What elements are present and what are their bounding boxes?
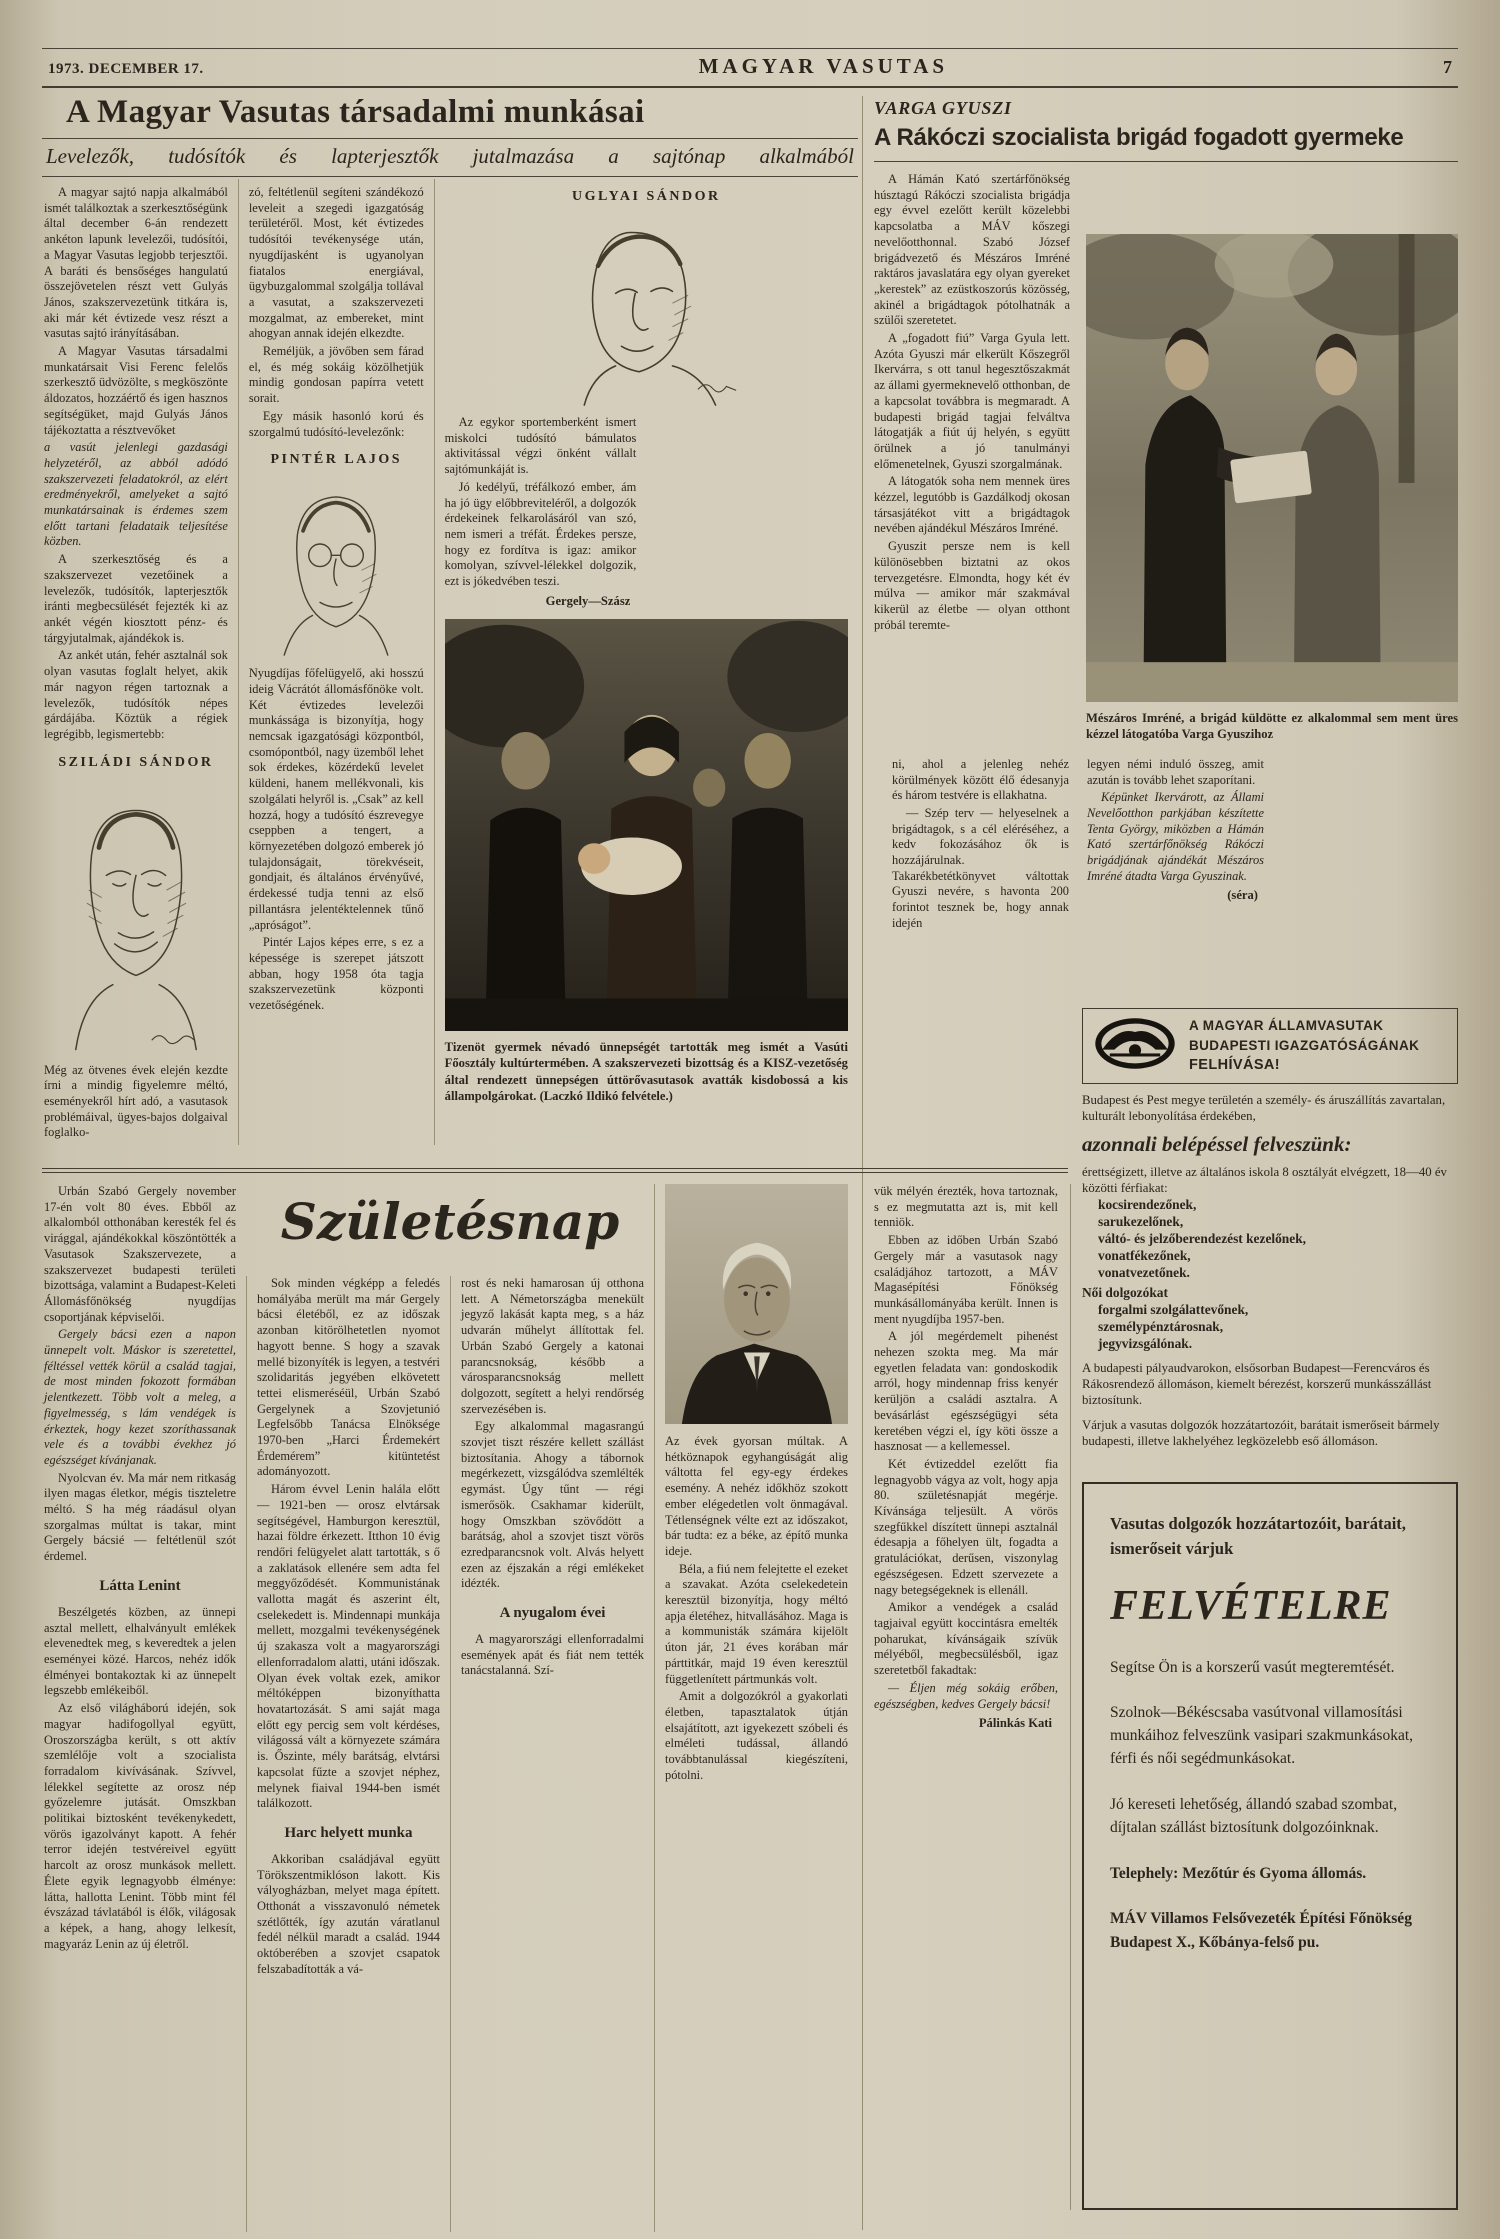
felvetelre-paragraph: Segítse Ön is a korszerű vasút megteremtését. <box>1110 1658 1395 1676</box>
paragraph: Ebben az időben Urbán Szabó Gergely már a vasutasok nagy családjához tartozott, a MÁV Magasépítési Főnökség munkásállományába került. Innen is ment nyugdíjba 1957-ben. <box>874 1233 1058 1326</box>
paragraph: Urbán Szabó Gergely november 17-én volt 80 éves. Ebből az alkalomból otthonában keresték fel és virággal, ajándékokkal köszöntötték a Vasutasok Szakszervezete, a szakszervezet budapesti területi bizottsága, valamint a Budapest-Keleti Állomásfőnökség nyugdíjas csoportjának képviselői. <box>44 1184 236 1324</box>
paragraph: A szerkesztőség és a szakszervezet vezetőinek a levelezők, tudósítók, lapterjesztők iránti megbecsülését fejezték ki az ankét végén kiosztott pénz- és tárgyjutalmak, ajándékok is. <box>44 552 228 645</box>
birthday-article <box>42 1184 858 2232</box>
pinter-heading: PINTÉR LAJOS <box>270 452 402 468</box>
birthday-column-2 <box>246 1276 450 2232</box>
paragraph: ni, ahol a jelenleg nehéz körülmények között élő édesanyja és három testvére is ellakhatna. <box>892 756 1069 803</box>
birthday-column-3 <box>450 1276 654 2232</box>
issue-date: 1973. DECEMBER 17. <box>48 61 204 77</box>
paragraph: a vasút jelenlegi gazdasági helyzetéről, az abból adódó szakszervezeti feladatokról, az elért eredményekről, amelyeket a sajtó munkatársainak is érdemes szem előtt tartani feladataik teljesítése közben. <box>44 440 228 549</box>
mav-recruitment-ad <box>1082 1008 1458 1464</box>
closing-line: — Éljen még sokáig erőben, egészségben, kedves Gergely bácsi! <box>874 1680 1058 1711</box>
job-item: vonatvezetőnek. <box>1098 1265 1190 1281</box>
bottom-column-divider <box>1070 1184 1071 2210</box>
column-3-4 <box>434 179 858 1145</box>
urban-portrait-photo <box>665 1184 848 1424</box>
paragraph: Beszélgetés közben, az ünnepi asztal mellett, elhalványult emlékek elevenedtek meg, s keveredtek a jelen eseményei közé. Harcos, nehéz idők élményei bontakoztak ki az ünnepelt legszebb emlékeiből. <box>44 1604 236 1698</box>
article-signature: Pálinkás Kati <box>978 1716 1052 1731</box>
main-column-divider <box>862 96 863 2230</box>
paragraph: Gyuszit persze nem is kell különösebben biztatni az okos tervezgetésre. Elmondta, hogy két év múlva — amikor már szakmával kikerül az életbe — olyan otthont próbál teremte- <box>874 539 1070 632</box>
paragraph: Az ankét után, fehér asztalnál sok olyan vasutas foglalt helyet, akik már nagyon régen tartoznak a levelezők, tudósítók népes gárdájába. Köztük a régiek legrégibb, legismertebb: <box>44 648 228 741</box>
brigade-continuation <box>892 757 1264 934</box>
paragraph: Az évek gyorsan múltak. A hétköznapok egyhangúságát alig váltotta fel egy-egy érdekes esemény. A nehéz időkhöz szokott ember elégedetlen volt önmagával. Tétlenségnek vélte ezt az időszakot, bár tudta: ez a béke, az építő munka ideje. <box>665 1434 848 1558</box>
paragraph: A „fogadott fiú” Varga Gyula lett. Azóta Gyuszi már elkerült Kőszegről Ikervárra, s ott tanul hegesztőszakmát az állami gyermeknevelő otthonban, de a kapcsolat továbbra is megmaradt. A budapesti brigád tagjai felváltva látogatják a fiút új helyén, s együtt örülnek a jó tanulmányi előmenetelnek, Gyuszi szorgalmának. <box>874 331 1070 471</box>
job-item: kocsirendezőnek, <box>1098 1197 1197 1213</box>
article-columns <box>42 179 858 1145</box>
column-1 <box>42 179 238 1145</box>
job-item: forgalmi szolgálattevőnek, <box>1098 1302 1249 1318</box>
paragraph: A magyarországi ellenforradalmi események apát és fiát nem tették tanácstalanná. Szí- <box>461 1632 644 1678</box>
paragraph: Sok minden végképp a feledés homályába merült ma már Gergely bácsi életéből, ez az időszak azonban kitörölhetetlen nyomot hagyott benne. S hogy a szavak mellé bizonyíték is legyen, a testvéri szolidaritás jegyében elkövetett tettei elismeréséül, Urbán Szabó Gergelynek a Szovjetunió Legfelsőbb Tanácsa Elnöksége 1970-ben „Harci Érdemekért Érdemérem” kitüntetést adományozott. <box>257 1276 440 1479</box>
photo-caption: Tizenöt gyermek névadó ünnepségét tartották meg ismét a Vasúti Főosztály kultúrtermében. A szakszervezeti bizottság és a KISZ-vezetőség által rendezett ünnepségen úttörővasutasok avatták kisdobossá a kis állampolgárokat. (Laczkó Ildikó felvétele.) <box>444 1039 848 1103</box>
birthday-column-5 <box>874 1184 1062 2232</box>
felvetelre-ad <box>1082 1482 1458 2210</box>
sziladi-sketch-image <box>44 779 228 1057</box>
photo-caption: Mészáros Imréné, a brigád küldötte ez alkalommal sem ment üres kézzel látogatóba Varga Gyuszihoz <box>1086 711 1458 742</box>
subhead-harc-helyett-munka: Harc helyett munka <box>284 1824 413 1841</box>
masthead: MAGYAR VASUTAS <box>698 54 949 78</box>
ad-paragraph: A budapesti pályaudvarokon, elsősorban Budapest—Ferencváros és Rákosrendező állomáson, kiemelt bérezést, korszerű munkásszállást biztosítunk. <box>1082 1361 1432 1407</box>
brigade-photo-column <box>1086 172 1458 743</box>
naming-ceremony-photo <box>445 619 848 1031</box>
sziladi-heading: SZILÁDI SÁNDOR <box>58 754 214 770</box>
felvetelre-paragraph: Szolnok—Békéscsaba vasútvonal villamosítási munkáihoz felveszünk vasipari szakmunkásokat, férfi és női segédmunkásokat. <box>1110 1703 1414 1768</box>
felvetelre-location: Telephely: Mezőtúr és Gyoma állomás. <box>1110 1865 1367 1882</box>
ad-men-intro: érettségizett, illetve az általános iskola 8 osztályát elvégzett, 18—40 év közötti férfiakat: <box>1082 1164 1447 1195</box>
social-workers-article <box>42 94 858 1166</box>
paragraph: Az egykor sportemberként ismert miskolci tudósító bámulatos aktivitással végzi önként vállalt sajtómunkáját is. <box>444 415 637 477</box>
paragraph: vük mélyén érezték, hova tartoznak, s ez megmutatta azt is, mit kell tenniök. <box>874 1184 1058 1230</box>
paragraph: A magyar sajtó napja alkalmából ismét találkoztak a szerkesztőségünk által december 6-án rendezett ankéton lapunk levelezői, tudósítói, a Magyar Vasutas legjobb terjesztői. A baráti és bensőséges hangulatú összejövetelen részt vett Gulyás János, szakszervezetünk titkára is, aki már két évtizede vesz részt a vasutas sajtó irányításában. <box>44 185 228 341</box>
paragraph: Három évvel Lenin halála előtt — 1921-ben — orosz elvtársak segítségével, Hamburgon keresztül, hazai földre érkezett. Itthon 10 évig rendőri felügyelet alatt tartották, s ő a zaklatások ellenére sem adta fel meggyőződését. Kommunistának vallotta magát és aszerint élt, cselekedett is. Mindennapi munkája mellett, mozgalmi tevékenységének új szakasza volt a magyarországi ellenforradalom alatti, utáni időszak. Olyan évek voltak ezek, amikor méltóképpen bizonyíthatta hovatartozását. S ami saját maga előtt egy percig sem volt kérdéses, világossá vált a környezete számára is. Őszinte, mély barátság, elvtársi kapcsolat fűzte a szovjet néphez, melynek fiaival 1944-ben ismét találkozott. <box>257 1482 440 1811</box>
felvetelre-title: FELVÉTELRE <box>1110 1582 1392 1629</box>
uglyai-sketch-image <box>445 213 848 409</box>
paragraph: Képünket Ikervárott, az Állami Nevelőotthon parkjában készítette Tenta György, miközben a Hámán Kató szertárfőnökség Rákóczi brigádjának ajándékát Mészáros Imréné átadta Varga Gyuszinak. <box>1087 790 1264 883</box>
mav-org-lines <box>1189 1016 1419 1076</box>
birthday-column-4 <box>654 1184 858 2232</box>
paragraph: Reméljük, a jövőben sem fárad el, és még sokáig közölhetjük mindig gondosan papírra vetett sorait. <box>248 344 424 406</box>
paragraph: Jó kedélyű, tréfálkozó ember, ám ha jó ügy előbbreviteléről, a dolgozók érdekeinek felkarolásáról van szó, nem ismeri a tréfát. Érdekes persze, hogy ez fordítva is igaz: amikor komolyan, szívvel-lélekkel dolgozik, ezt is jókedvében teszi. <box>444 479 637 589</box>
page-number: 7 <box>1443 57 1452 77</box>
paragraph: zó, feltétlenül segíteni szándékozó leveleit a szegedi igazgatóság területéről. Most, két évtizedes tudósítói tevékenysége után, nyugdíjasként is ugyanolyan fiatalos energiával, ügybuzgalommal szolgálja tollával a vasutat, a szakszervezeti mozgalmat, az embereket, mint ahogyan annak idején elkezdte. <box>248 185 424 341</box>
divider <box>42 176 858 177</box>
paragraph: Egy másik hasonló korú és szorgalmú tudósító-levelezőnk: <box>248 408 424 439</box>
pinter-sketch-image <box>249 476 424 660</box>
ad-lead: azonnali belépéssel felveszünk: <box>1082 1131 1352 1156</box>
felvetelre-org: MÁV Villamos Felsővezeték Építési Főnökség Budapest X., Kőbánya-felső pu. <box>1110 1910 1412 1952</box>
org-line: A MAGYAR ÁLLAMVASUTAK <box>1189 1018 1384 1033</box>
job-item: személypénztárosnak, <box>1098 1319 1224 1335</box>
ad-paragraph: Várjuk a vasutas dolgozók hozzátartozóit, barátait ismerőseit bármely budapesti, illetve lakhelyéhez legközelebb eső állomáson. <box>1082 1417 1440 1448</box>
job-item: sarukezelőnek, <box>1098 1214 1184 1230</box>
column-2 <box>238 179 434 1145</box>
paragraph: Béla, a fiú nem felejtette el ezeket a szavakat. Azóta cselekedetein keresztül bizonyítja, hogy méltó apja életéhez, hitvallásához. Maga is a kommunisták számára kijelölt úton jár, 21 éves korában már párttitkár, majd 19 éven keresztül függetlenített pártmunkás volt. <box>665 1561 848 1686</box>
job-item: váltó- és jelzőberendezést kezelőnek, <box>1098 1231 1306 1247</box>
paragraph: legyen némi induló összeg, amit azután is tovább lehet szaporítani. <box>1087 756 1264 787</box>
brigade-text-column <box>874 172 1070 743</box>
paragraph: Nyugdíjas főfelügyelő, aki hosszú ideig Vácrátót állomásfőnöke volt. Két évtizedes levelezői munkássága is bizonyítja, hogy nemcsak igazgatósági központból, csomópontból, nagy üzemből lehet sok érdekes, közérdekű levelet küldeni, hanem mellékvonali, kis szolgálati helyről is. „Csak” az kell hozzá, hogy a tudósító észrevegye cseppben a tengert, a környezetében dolgozó emberek jó tulajdonságait, törekvéseit, gondjait, és általános érvényűvé, érdekessé tudja tenni az első pillantásra jelentéktelennek tűnő „apróságot”. <box>248 666 424 932</box>
paragraph: — Szép terv — helyeselnek a brigádtagok, s a cél eléréséhez, a kedv fokozásához ők is hozzájárulnak. Takarékbetétkönyvet váltottak Gyuszi nevére, s havonta 200 forintot tesznek be, hogy annak idején <box>892 805 1069 930</box>
empty-space <box>656 415 848 609</box>
paragraph: A látogatók soha nem mennek üres kézzel, legutóbb is Gazdálkodj okosan társasjátékot vitt a brigádtagok nevében ajándékul Mészáros Imréné. <box>874 474 1070 536</box>
paragraph: A Magyar Vasutas társadalmi munkatársait Visi Ferenc felelős szerkesztő üdvözölte, s megköszönte áldozatos, hozzáértő és igen hasznos segítségüket, majd Gulyás János tájékoztatta a résztvevőket <box>44 344 228 437</box>
article-kicker: VARGA GYUSZI <box>874 98 1012 118</box>
paragraph: Két évtizeddel ezelőtt fia legnagyobb vágya az volt, hogy apja 80. születésnapját megérje. Kívánsága teljesült. A vörös szegfűkkel díszített ünnepi asztalnál édesapja a főhelyen ült, fogadta a gratulációkat, derűsen, viszonylag egészségesen. Edzett szervezete a nagy betegségeknek is ellenáll. <box>874 1456 1058 1597</box>
mav-header-box <box>1082 1008 1458 1084</box>
continuation-column-a <box>892 757 1069 934</box>
brigade-article <box>874 94 1458 1006</box>
column-3-text <box>445 415 637 609</box>
paragraph: Amit a dolgozókról a gyakorlati életben, tapasztalatok útján elsajátított, azt igyekezett szóbeli és elméleti tudással, állandó továbbtanulással kiegészíteni, pótolni. <box>665 1689 848 1782</box>
paragraph: A Hámán Kató szertárfőnökség húsztagú Rákóczi szocialista brigádja egy évvel ezelőtt került közelebbi kapcsolatba a MÁV kőszegi nevelőotthonnal. Szabó József brigádvezető és Mészáros Imréné raktáros javaslatára egy olyan gyereket „kerestek” az ezüstkoszorús közösség, akinél a brigádtagok pótolhatnák a szülői szeretetet. <box>874 172 1070 328</box>
article-subtitle: Levelezők, tudósítók és lapterjesztők jutalmazása a sajtónap alkalmából <box>46 144 854 168</box>
paragraph: rost és neki hamarosan új otthona lett. A Németországba menekült jegyző lakását kapta meg, s a ház udvarán műhelyt állítottak fel. Urbán Szabó Gergely a katonai parancsnokság, később a városparancsnokság mellett dolgozott, segített a helyi rendőrség szervezésében is. <box>461 1276 644 1416</box>
org-line: FELHÍVÁSA! <box>1189 1057 1280 1074</box>
org-line: BUDAPESTI IGAZGATÓSÁGÁNAK <box>1189 1037 1420 1053</box>
paragraph: Egy alkalommal magasrangú szovjet tiszt részére kellett szállást biztosítania. Ahogy a tábornok megérkezett, vizsgálódva szemlélték egymást. Úgy tűnt — régi ismerősök. Csakhamar kiderült, hogy Omszkban szövődött a barátság, ahol a szovjet tiszt vörös ezredparancsnok volt. Alvás helyett ezen az éjszakán a régi emlékeket idézték. <box>461 1419 644 1591</box>
ad-intro: Budapest és Pest megye területén a személy- és áruszállítás zavartalan, kulturált lebonyolítása érdekében, <box>1082 1093 1446 1123</box>
mav-logo-icon <box>1093 1016 1177 1076</box>
paragraph: Amikor a vendégek a család tagjaival együtt koccintásra emelték poharukat, kívánságaik szívük mélyéből, megbecsülésből, igaz szeretetből fakadtak: <box>874 1600 1058 1678</box>
paragraph: Az első világháború idején, sok magyar hadifogollyal együtt, Oroszországba került, s ott aktív szemlélője volt a szocialista forradalom kivívásának. Szívvel, lélekkel segítette az orosz nép győzelemre jutását. Omszkban politikai biztosként tevékenykedett, vörös igazolványt kapott. A fehér terror idején testvéreivel együtt harcolt az orosz munkások mellett. Élete egyik legnagyobb élménye: látta, hallotta Lenint. Több mint fél évszázad távlatából is élők, világosak a képek, a hang, ahogy lelkesít, magyaráz Lenin az új életről. <box>44 1701 236 1951</box>
subhead-a-nyugalom-evei: A nyugalom évei <box>499 1605 606 1622</box>
birthday-title: Születésnap <box>280 1192 620 1251</box>
paragraph: Pintér Lajos képes erre, s ez a képessége is szerepet játszott abban, hogy 1958 óta tagja szakszervezetünk központi vezetőségének. <box>248 935 424 1013</box>
job-item: jegyvizsgálónak. <box>1098 1336 1193 1352</box>
subhead-latta-lenint: Látta Lenint <box>99 1577 181 1594</box>
varga-visit-photo <box>1086 234 1458 702</box>
felvetelre-head: Vasutas dolgozók hozzátartozóit, barátait, ismerőseit várjuk <box>1110 1514 1406 1558</box>
brigade-headline: A Rákóczi szocialista brigád fogadott gyermeke <box>874 124 1458 162</box>
article-title: A Magyar Vasutas társadalmi munkásai <box>66 94 645 130</box>
section-divider <box>42 1168 1068 1173</box>
ad-women-intro: Női dolgozókat <box>1082 1285 1168 1301</box>
continuation-column-b <box>1087 757 1264 934</box>
uglyai-heading: UGLYAI SÁNDOR <box>572 189 721 204</box>
page-header <box>42 48 1458 88</box>
article-signature: Gergely—Szász <box>545 593 631 608</box>
article-signature: (séra) <box>1227 888 1258 903</box>
job-item: vonatfékezőnek, <box>1098 1248 1191 1264</box>
paragraph: Nyolcvan év. Ma már nem ritkaság ilyen magas életkor, mégis tiszteletre méltó. S ha még ráadásul olyan szorgalmas múltat is takar, mint Gergely bácsié — feltétlenül szót érdemel. <box>44 1470 236 1564</box>
paragraph: Még az ötvenes évek elején kezdte írni a mindig figyelemre méltó, eseményekről hírt adó, a vasutasok problémáival, ügyes-bajos dolgaival foglalko- <box>44 1062 228 1140</box>
paragraph: Gergely bácsi ezen a napon ünnepelt volt. Máskor is szeretettel, féltéssel vették körül a család tagjai, de most minden fokozott formában jelentkezett. Több volt a meleg, a figyelmesség, s lám vendégek is érkeztek, hogy kezet szoríthassanak vele és a további évekhez jó egészséget kívánjanak. <box>44 1327 236 1467</box>
felvetelre-paragraph: Jó kereseti lehetőség, állandó szabad szombat, díjtalan szállást biztosítunk dolgozóinknak. <box>1110 1795 1398 1836</box>
paragraph: Akkoriban családjával együtt Törökszentmiklóson lakott. Kis vályogházban, melyet maga épített. Otthonát a visszavonuló németek szétlőtték, így azután váratlanul fedél nélkül maradt a család. 1944 októberében a szovjet csapatok felszabadították a vá- <box>257 1851 440 1976</box>
birthday-column-1 <box>42 1184 246 2232</box>
paragraph: A jól megérdemelt pihenést nehezen szokta meg. Ma már egyetlen feladata van: gondoskodik arról, hogy mindennap friss kenyér kerüljön a családi asztalra. A bevásárlást egészségügyi séta keretében végzi el, így köti össze a hasznosat — a kellemessel. <box>874 1329 1058 1454</box>
